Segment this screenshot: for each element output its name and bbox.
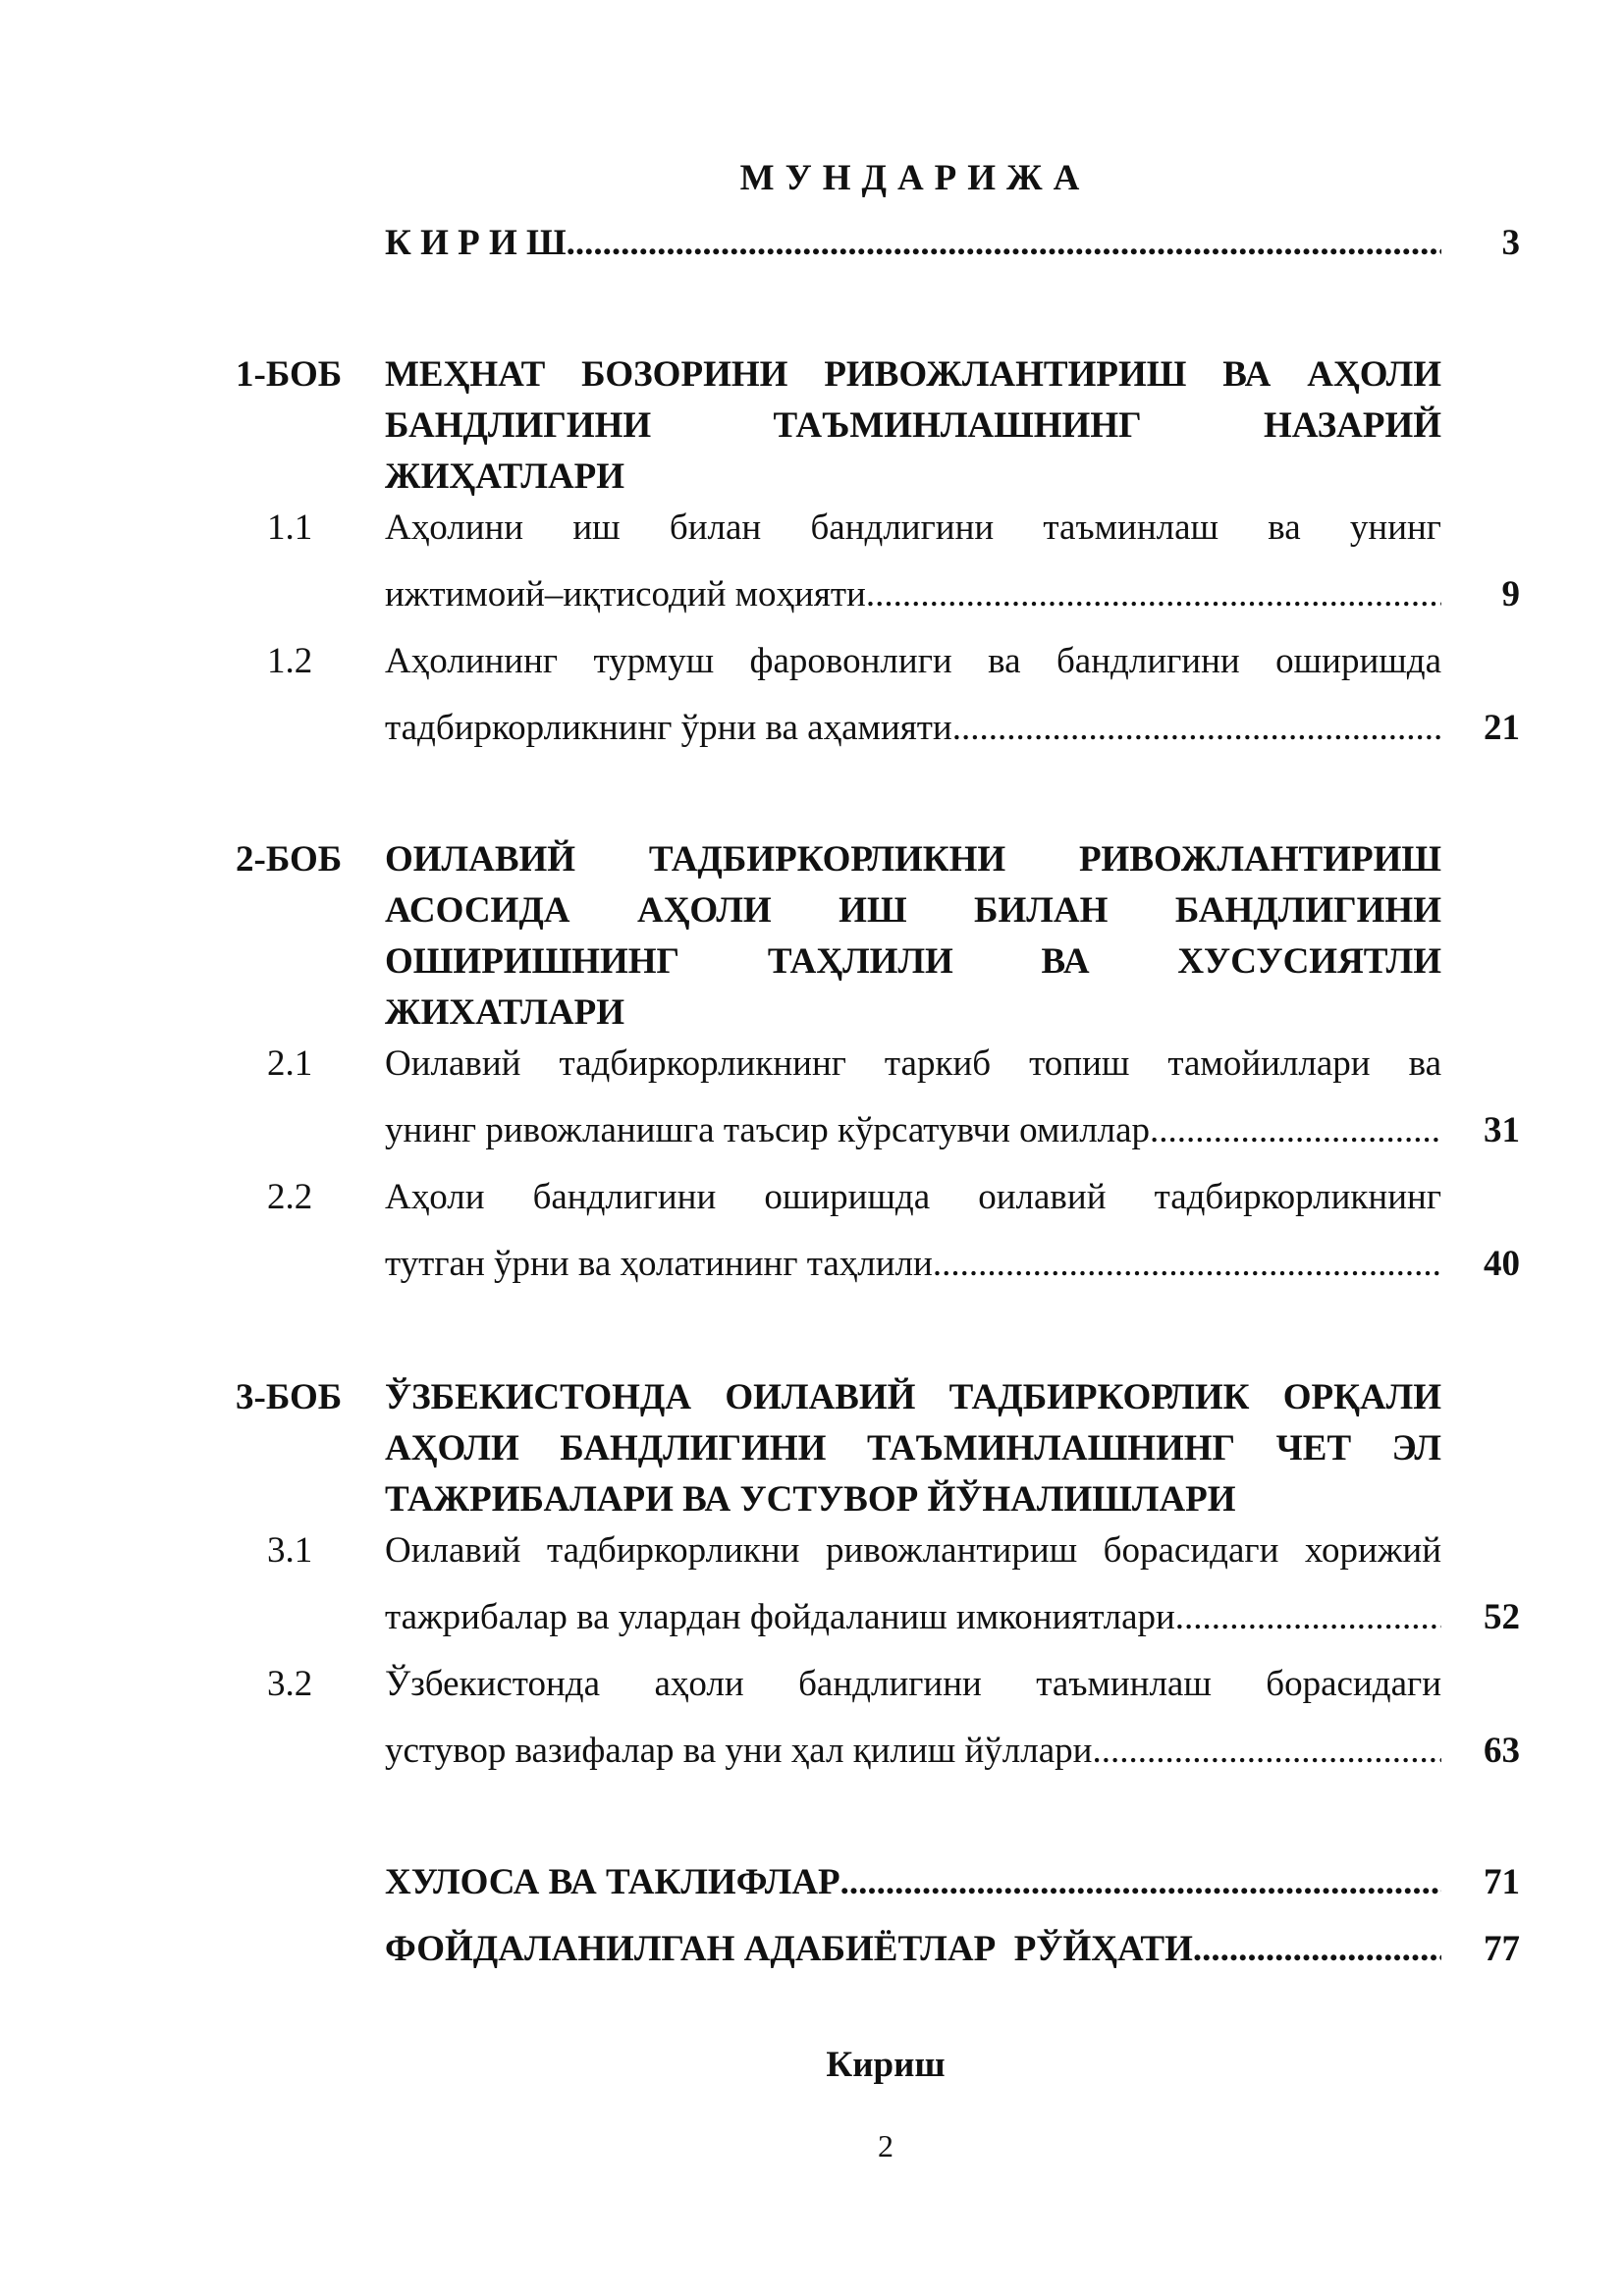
toc-entry-section[interactable] xyxy=(385,703,1441,754)
dot-leader xyxy=(567,218,1441,269)
chapter-title-line: БАНДЛИГИНИ ТАЪМИНЛАШНИНГ НАЗАРИЙ xyxy=(385,405,1441,446)
chapter-title-line: АСОСИДА АҲОЛИ ИШ БИЛАН БАНДЛИГИНИ xyxy=(385,890,1441,931)
toc-entry-label: ХУЛОСА ВА ТАКЛИФЛАР xyxy=(385,1862,840,1902)
section-title-line: ижтимоий–иқтисодий моҳияти xyxy=(385,574,866,614)
toc-entry-section[interactable] xyxy=(385,569,1441,620)
page-number-footer: 2 xyxy=(878,2128,893,2163)
toc-entry-section[interactable] xyxy=(385,1105,1441,1156)
toc-entry-section[interactable] xyxy=(385,1592,1441,1643)
toc-page-number: 71 xyxy=(1484,1862,1520,1902)
chapter-title-line: ЖИХАТЛАРИ xyxy=(385,992,625,1033)
section-number: 1.2 xyxy=(267,641,313,681)
section-title-line: тутган ўрни ва ҳолатининг таҳлили xyxy=(385,1244,933,1284)
toc-page-number: 40 xyxy=(1484,1244,1520,1284)
section-title-line[interactable]: Оилавий тадбиркорликни ривожлантириш борасидаги хорижий xyxy=(385,1530,1441,1571)
section-number: 3.1 xyxy=(267,1530,313,1571)
toc-entry-intro[interactable] xyxy=(385,218,1441,269)
toc-entry-section[interactable] xyxy=(385,1239,1441,1290)
chapter-label: 1-БОБ xyxy=(236,354,343,395)
section-number: 2.1 xyxy=(267,1043,313,1084)
chapter-title-line: ЖИҲАТЛАРИ xyxy=(385,456,625,497)
chapter-title-line: ОШИРИШНИНГ ТАҲЛИЛИ ВА ХУСУСИЯТЛИ xyxy=(385,941,1441,982)
dot-leader xyxy=(840,1857,1441,1908)
chapter-title-line: ОИЛАВИЙ ТАДБИРКОРЛИКНИ РИВОЖЛАНТИРИШ xyxy=(385,839,1441,880)
section-title-line[interactable]: Аҳолини иш билан бандлигини таъминлаш ва унинг xyxy=(385,507,1441,548)
toc-page-number: 52 xyxy=(1484,1597,1520,1637)
toc-page-number: 21 xyxy=(1484,708,1520,748)
section-heading: Кириш xyxy=(826,2045,946,2085)
section-title-line: тажрибалар ва улардан фойдаланиш имкониятлари xyxy=(385,1597,1175,1637)
dot-leader xyxy=(1193,1924,1441,1975)
dot-leader xyxy=(952,703,1441,754)
toc-entry-label: ФОЙДАЛАНИЛГАН АДАБИЁТЛАР РЎЙҲАТИ xyxy=(385,1929,1193,1969)
section-title-line: устувор вазифалар ва уни ҳал қилиш йўллари xyxy=(385,1731,1093,1771)
toc-entry-references[interactable] xyxy=(385,1924,1441,1975)
section-number: 3.2 xyxy=(267,1664,313,1704)
chapter-title-line: ТАЖРИБАЛАРИ ВА УСТУВОР ЙЎНАЛИШЛАРИ xyxy=(385,1479,1236,1520)
chapter-label: 2-БОБ xyxy=(236,839,343,880)
dot-leader xyxy=(866,569,1441,620)
section-title-line[interactable]: Аҳолининг турмуш фаровонлиги ва бандлигини оширишда xyxy=(385,641,1441,681)
dot-leader xyxy=(1175,1592,1441,1643)
section-title-line[interactable]: Оилавий тадбиркорликнинг таркиб топиш тамойиллари ва xyxy=(385,1043,1441,1084)
section-title-line: унинг ривожланишга таъсир кўрсатувчи омиллар xyxy=(385,1110,1151,1150)
toc-title: МУНДАРИЖА xyxy=(739,158,1091,198)
chapter-title-line: АҲОЛИ БАНДЛИГИНИ ТАЪМИНЛАШНИНГ ЧЕТ ЭЛ xyxy=(385,1428,1441,1468)
toc-entry-conclusion[interactable] xyxy=(385,1857,1441,1908)
dot-leader xyxy=(1092,1726,1441,1777)
section-title-line[interactable]: Аҳоли бандлигини оширишда оилавий тадбиркорликнинг xyxy=(385,1177,1441,1217)
section-number: 1.1 xyxy=(267,507,313,548)
dot-leader xyxy=(1150,1105,1441,1156)
section-title-line[interactable]: Ўзбекистонда аҳоли бандлигини таъминлаш борасидаги xyxy=(385,1664,1441,1704)
dot-leader xyxy=(933,1239,1441,1290)
section-title-line: тадбиркорликнинг ўрни ва аҳамияти xyxy=(385,708,952,748)
toc-page-number: 77 xyxy=(1484,1929,1520,1969)
toc-page-number: 31 xyxy=(1484,1110,1520,1150)
chapter-label: 3-БОБ xyxy=(236,1377,343,1417)
chapter-title-line: ЎЗБЕКИСТОНДА ОИЛАВИЙ ТАДБИРКОРЛИК ОРҚАЛИ xyxy=(385,1377,1441,1417)
section-number: 2.2 xyxy=(267,1177,313,1217)
toc-page-number: 9 xyxy=(1501,574,1520,614)
chapter-title-line: МЕҲНАТ БОЗОРИНИ РИВОЖЛАНТИРИШ ВА АҲОЛИ xyxy=(385,354,1441,395)
toc-page-number: 63 xyxy=(1484,1731,1520,1771)
toc-entry-section[interactable] xyxy=(385,1726,1441,1777)
toc-entry-label: К И Р И Ш xyxy=(385,223,567,263)
toc-page-number: 3 xyxy=(1501,223,1520,263)
